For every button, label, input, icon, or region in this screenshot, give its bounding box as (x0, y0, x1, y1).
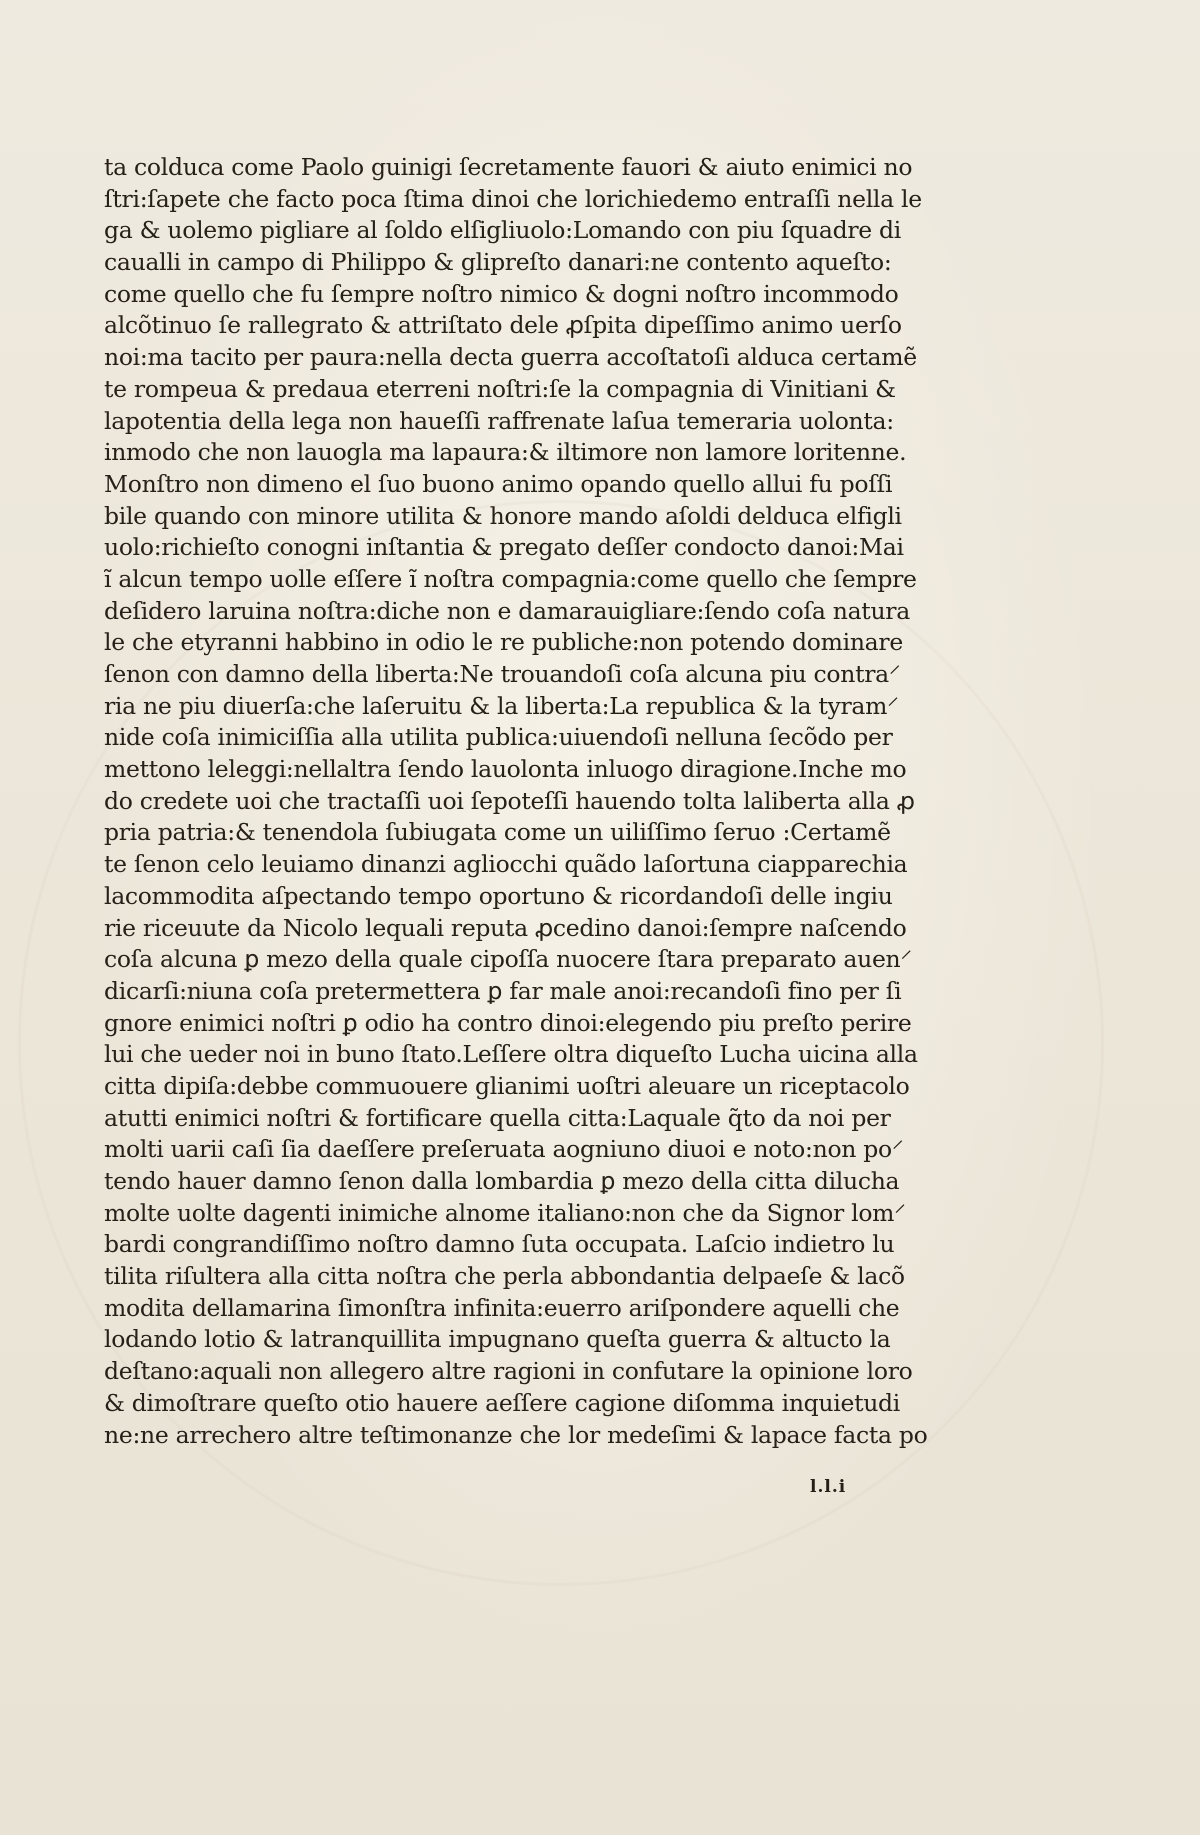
text-line: coſa alcuna ꝑ mezo della quale cipoſſa nuocere ſtara preparato auen⸍ (104, 945, 912, 974)
text-line: ſenon con damno della liberta:Ne trouandoſi coſa alcuna piu contra⸍ (104, 660, 901, 688)
text-line: lodando lotio & latranquillita impugnano queſta guerra & altucto la (104, 1325, 891, 1354)
text-line: alcõtinuo ſe rallegrato & attriſtato dele ꝓſpita dipeſſimo animo uerſo (104, 311, 902, 340)
text-line: lui che ueder noi in buno ſtato.Leſſere oltra diqueſto Lucha uicina alla (104, 1040, 918, 1069)
text-line: gnore enimici noſtri ꝑ odio ha contro dinoi:elegendo piu preſto perire (104, 1008, 912, 1037)
text-line: deſtano:aquali non allegero altre ragioni in confutare la opinione loro (104, 1357, 913, 1386)
text-line: rie riceuute da Nicolo lequali reputa ꝓcedino danoi:ſempre naſcendo (104, 913, 907, 942)
text-line: molti uarii caſi ſia daeſſere preſeruata aogniuno diuoi e noto:non po⸍ (104, 1135, 904, 1164)
signature-mark: l.l.i (810, 1477, 847, 1497)
text-line: ga & uolemo pigliare al ſoldo elſigliuolo:Lomando con piu ſquadre di (104, 216, 901, 245)
text-line: te ſenon celo leuiamo dinanzi agliocchi quãdo laſortuna ciapparechia (104, 850, 908, 879)
text-line: molte uolte dagenti inimiche alnome italiano:non che da Signor lom⸍ (104, 1198, 906, 1227)
text-line: noi:ma tacito per paura:nella decta guerra accoſtatoſi alduca certamẽ (104, 343, 917, 372)
body-text (104, 152, 1104, 1451)
text-line: nide coſa inimiciſſia alla utilita publica:uiuendoſi nelluna ſecõdo per (104, 723, 893, 752)
text-line: bardi congrandiſſimo noſtro damno ſuta occupata. Laſcio indietro lu (104, 1230, 895, 1259)
text-line: bile quando con minore utilita & honore mando aſoldi delduca elfigli (104, 501, 902, 530)
text-line: lapotentia della lega non haueſſi raffrenate laſua temeraria uolonta: (104, 406, 894, 435)
text-line: & dimoſtrare queſto otio hauere aeſſere cagione diſomma inquietudi (104, 1388, 901, 1417)
text-line: uolo:richieſto conogni inſtantia & pregato deſſer condocto danoi:Mai (104, 533, 904, 562)
text-line: caualli in campo di Philippo & glipreſto danari:ne contento aqueſto: (104, 248, 892, 277)
text-line: come quello che fu ſempre noſtro nimico & dogni noſtro incommodo (104, 279, 899, 308)
text-line: Monſtro non dimeno el ſuo buono animo opando quello allui fu poſſi (104, 469, 893, 498)
text-line: do credete uoi che tractaſſi uoi ſepoteſſi hauendo tolta laliberta alla ꝓ (104, 786, 915, 815)
text-line: ſtri:ſapete che facto poca ſtima dinoi che lorichiedemo entraſſi nella le (104, 184, 922, 213)
text-line: citta dipiſa:debbe commuouere glianimi uoſtri aleuare un riceptacolo (104, 1071, 910, 1100)
text-line: tendo hauer damno ſenon dalla lombardia ꝑ mezo della citta dilucha (104, 1167, 900, 1195)
text-line: modita dellamarina ſimonſtra infinita:euerro ariſpondere aquelli che (104, 1293, 900, 1322)
text-line: ne:ne arrechero altre teſtimonanze che lor medeſimi & lapace facta po (104, 1420, 928, 1449)
text-line: te rompeua & predaua eterreni noſtri:ſe la compagnia di Vinitiani & (104, 374, 896, 403)
text-line: tilita riſultera alla citta noſtra che perla abbondantia delpaeſe & lacõ (104, 1262, 905, 1291)
text-line: ta colduca come Paolo guinigi ſecretamente fauori & aiuto enimici no (104, 153, 913, 181)
text-line: ria ne piu diuerſa:che laſeruitu & la liberta:La republica & la tyram⸍ (104, 691, 899, 720)
text-line: lacommodita aſpectando tempo oportuno & ricordandoſi delle ingiu (104, 881, 893, 910)
text-line: deſidero laruina noſtra:diche non e damarauigliare:ſendo coſa natura (104, 596, 910, 625)
text-line: inmodo che non lauogla ma lapaura:& iltimore non lamore loritenne. (104, 438, 907, 467)
text-line: pria patria:& tenendola ſubiugata come un uiliſſimo ſeruo :Certamẽ (104, 818, 891, 847)
text-line: mettono leleggi:nellaltra ſendo lauolonta inluogo diragione.Inche mo (104, 755, 907, 784)
text-line: ĩ alcun tempo uolle eſſere ĩ noſtra compagnia:come quello che ſempre (104, 564, 917, 593)
text-line: le che etyranni habbino in odio le re publiche:non potendo dominare (104, 628, 903, 657)
text-line: dicarſi:niuna coſa pretermettera ꝑ far male anoi:recandoſi fino per ſi (104, 976, 902, 1005)
text-line: atutti enimici noſtri & fortificare quella citta:Laquale q̃to da noi per (104, 1103, 891, 1132)
